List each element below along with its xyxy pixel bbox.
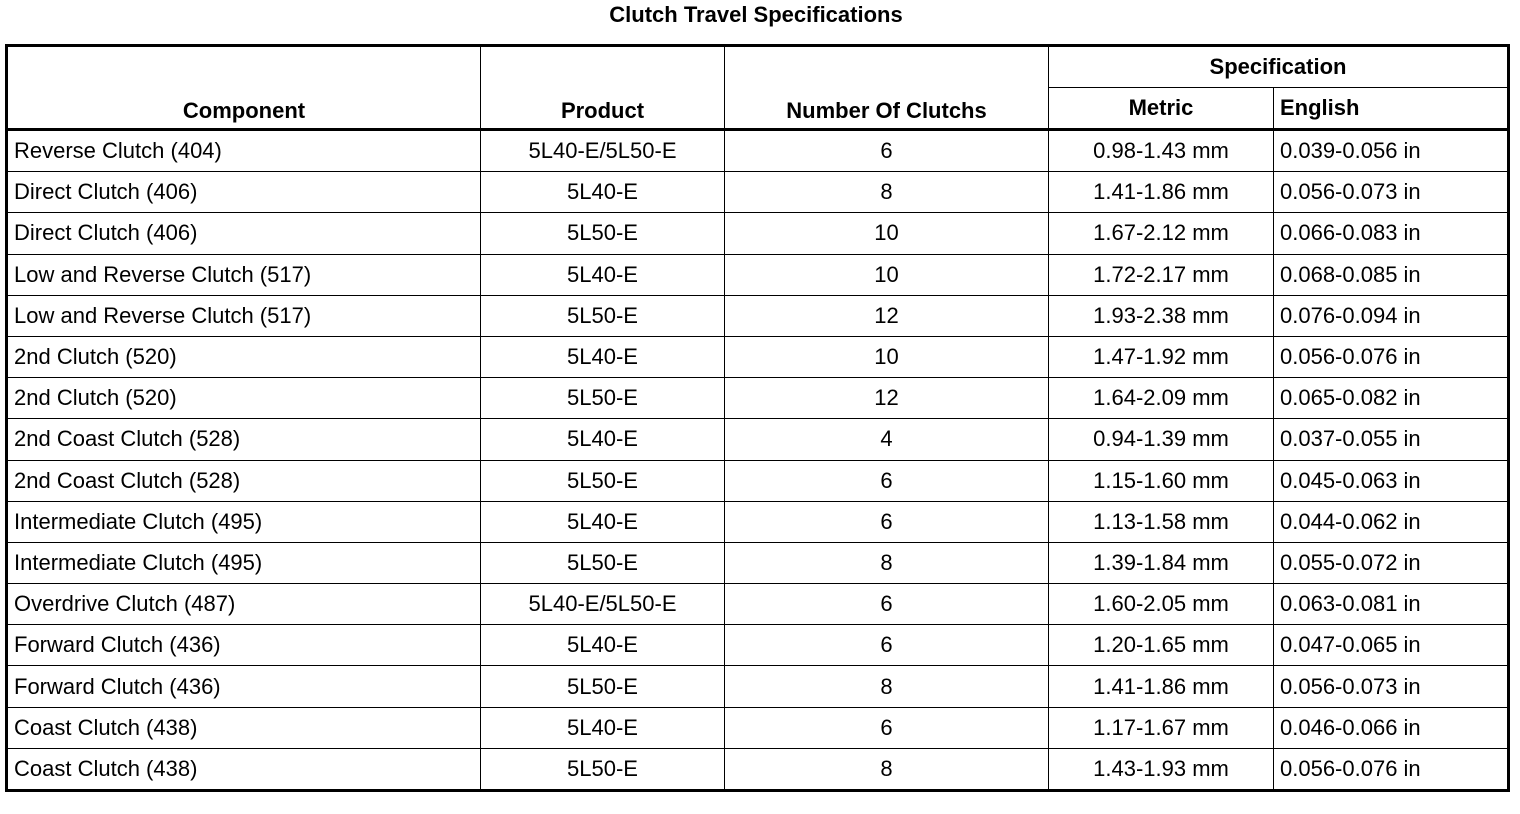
cell-english: 0.055-0.072 in bbox=[1274, 542, 1509, 583]
table-row bbox=[7, 625, 1509, 666]
cell-number-of-clutchs: 6 bbox=[725, 501, 1049, 542]
cell-metric: 1.43-1.93 mm bbox=[1049, 748, 1274, 790]
cell-product: 5L50-E bbox=[481, 748, 725, 790]
cell-product: 5L40-E bbox=[481, 625, 725, 666]
cell-metric: 1.72-2.17 mm bbox=[1049, 254, 1274, 295]
cell-english: 0.068-0.085 in bbox=[1274, 254, 1509, 295]
cell-english: 0.056-0.076 in bbox=[1274, 336, 1509, 377]
cell-product: 5L40-E bbox=[481, 254, 725, 295]
cell-component: Low and Reverse Clutch (517) bbox=[7, 254, 481, 295]
cell-component: Forward Clutch (436) bbox=[7, 625, 481, 666]
cell-number-of-clutchs: 12 bbox=[725, 295, 1049, 336]
table-row bbox=[7, 336, 1509, 377]
table-row bbox=[7, 254, 1509, 295]
cell-metric: 1.64-2.09 mm bbox=[1049, 378, 1274, 419]
cell-metric: 1.41-1.86 mm bbox=[1049, 666, 1274, 707]
table-row bbox=[7, 584, 1509, 625]
cell-product: 5L40-E/5L50-E bbox=[481, 584, 725, 625]
header-product: Product bbox=[481, 46, 725, 130]
cell-metric: 1.15-1.60 mm bbox=[1049, 460, 1274, 501]
cell-component: Reverse Clutch (404) bbox=[7, 130, 481, 172]
cell-product: 5L50-E bbox=[481, 378, 725, 419]
cell-product: 5L40-E bbox=[481, 707, 725, 748]
cell-metric: 1.17-1.67 mm bbox=[1049, 707, 1274, 748]
header-row-top bbox=[7, 46, 1509, 88]
cell-english: 0.066-0.083 in bbox=[1274, 213, 1509, 254]
cell-number-of-clutchs: 10 bbox=[725, 254, 1049, 295]
cell-component: Direct Clutch (406) bbox=[7, 213, 481, 254]
cell-number-of-clutchs: 12 bbox=[725, 378, 1049, 419]
cell-component: Low and Reverse Clutch (517) bbox=[7, 295, 481, 336]
cell-component: Direct Clutch (406) bbox=[7, 172, 481, 213]
cell-english: 0.044-0.062 in bbox=[1274, 501, 1509, 542]
cell-metric: 1.67-2.12 mm bbox=[1049, 213, 1274, 254]
cell-number-of-clutchs: 10 bbox=[725, 336, 1049, 377]
cell-number-of-clutchs: 8 bbox=[725, 542, 1049, 583]
cell-metric: 0.94-1.39 mm bbox=[1049, 419, 1274, 460]
header-specification: Specification bbox=[1049, 46, 1509, 88]
cell-number-of-clutchs: 6 bbox=[725, 460, 1049, 501]
cell-product: 5L50-E bbox=[481, 542, 725, 583]
cell-metric: 1.60-2.05 mm bbox=[1049, 584, 1274, 625]
table-body bbox=[7, 130, 1509, 791]
cell-product: 5L50-E bbox=[481, 666, 725, 707]
table-row bbox=[7, 666, 1509, 707]
cell-component: Coast Clutch (438) bbox=[7, 707, 481, 748]
table-row bbox=[7, 419, 1509, 460]
cell-metric: 1.13-1.58 mm bbox=[1049, 501, 1274, 542]
cell-number-of-clutchs: 6 bbox=[725, 707, 1049, 748]
cell-number-of-clutchs: 8 bbox=[725, 172, 1049, 213]
cell-number-of-clutchs: 10 bbox=[725, 213, 1049, 254]
cell-metric: 1.39-1.84 mm bbox=[1049, 542, 1274, 583]
page-title: Clutch Travel Specifications bbox=[609, 2, 903, 27]
cell-component: 2nd Clutch (520) bbox=[7, 378, 481, 419]
cell-component: 2nd Clutch (520) bbox=[7, 336, 481, 377]
table-row bbox=[7, 295, 1509, 336]
cell-metric: 1.20-1.65 mm bbox=[1049, 625, 1274, 666]
header-english: English bbox=[1274, 88, 1509, 130]
cell-product: 5L40-E bbox=[481, 172, 725, 213]
cell-product: 5L40-E bbox=[481, 501, 725, 542]
cell-english: 0.076-0.094 in bbox=[1274, 295, 1509, 336]
cell-number-of-clutchs: 6 bbox=[725, 130, 1049, 172]
table-row bbox=[7, 542, 1509, 583]
clutch-travel-table bbox=[5, 44, 1510, 792]
table-row bbox=[7, 748, 1509, 790]
cell-metric: 1.47-1.92 mm bbox=[1049, 336, 1274, 377]
table-row bbox=[7, 707, 1509, 748]
cell-number-of-clutchs: 8 bbox=[725, 666, 1049, 707]
cell-english: 0.065-0.082 in bbox=[1274, 378, 1509, 419]
cell-component: Intermediate Clutch (495) bbox=[7, 542, 481, 583]
cell-english: 0.047-0.065 in bbox=[1274, 625, 1509, 666]
cell-metric: 0.98-1.43 mm bbox=[1049, 130, 1274, 172]
cell-number-of-clutchs: 4 bbox=[725, 419, 1049, 460]
cell-english: 0.046-0.066 in bbox=[1274, 707, 1509, 748]
cell-number-of-clutchs: 8 bbox=[725, 748, 1049, 790]
header-component: Component bbox=[7, 46, 481, 130]
header-number-of-clutchs: Number Of Clutchs bbox=[725, 46, 1049, 130]
header-metric: Metric bbox=[1049, 88, 1274, 130]
cell-number-of-clutchs: 6 bbox=[725, 625, 1049, 666]
cell-product: 5L50-E bbox=[481, 460, 725, 501]
cell-english: 0.045-0.063 in bbox=[1274, 460, 1509, 501]
cell-metric: 1.41-1.86 mm bbox=[1049, 172, 1274, 213]
cell-product: 5L40-E bbox=[481, 336, 725, 377]
cell-product: 5L40-E bbox=[481, 419, 725, 460]
table-row bbox=[7, 378, 1509, 419]
cell-english: 0.056-0.073 in bbox=[1274, 666, 1509, 707]
cell-component: Coast Clutch (438) bbox=[7, 748, 481, 790]
cell-component: 2nd Coast Clutch (528) bbox=[7, 419, 481, 460]
cell-component: Intermediate Clutch (495) bbox=[7, 501, 481, 542]
cell-product: 5L50-E bbox=[481, 213, 725, 254]
cell-metric: 1.93-2.38 mm bbox=[1049, 295, 1274, 336]
cell-component: Forward Clutch (436) bbox=[7, 666, 481, 707]
cell-english: 0.037-0.055 in bbox=[1274, 419, 1509, 460]
table-row bbox=[7, 172, 1509, 213]
cell-english: 0.056-0.073 in bbox=[1274, 172, 1509, 213]
cell-english: 0.063-0.081 in bbox=[1274, 584, 1509, 625]
cell-english: 0.039-0.056 in bbox=[1274, 130, 1509, 172]
cell-product: 5L40-E/5L50-E bbox=[481, 130, 725, 172]
table-row bbox=[7, 130, 1509, 172]
cell-english: 0.056-0.076 in bbox=[1274, 748, 1509, 790]
cell-number-of-clutchs: 6 bbox=[725, 584, 1049, 625]
cell-component: Overdrive Clutch (487) bbox=[7, 584, 481, 625]
table-header bbox=[7, 46, 1509, 130]
cell-product: 5L50-E bbox=[481, 295, 725, 336]
table-row bbox=[7, 460, 1509, 501]
table-row bbox=[7, 213, 1509, 254]
table-row bbox=[7, 501, 1509, 542]
cell-component: 2nd Coast Clutch (528) bbox=[7, 460, 481, 501]
